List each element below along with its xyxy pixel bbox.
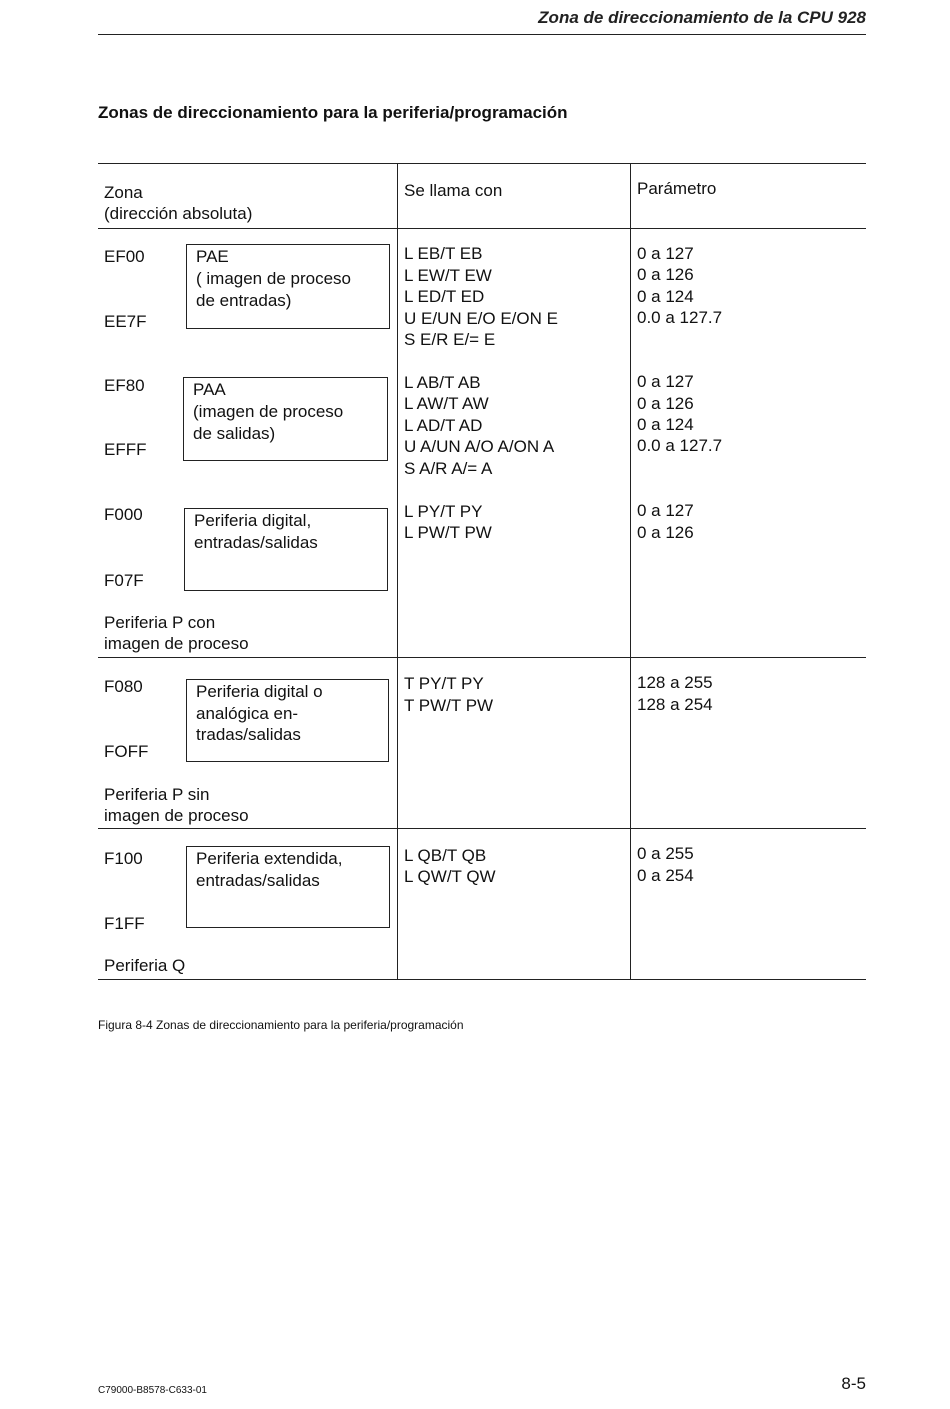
table-header-rule	[98, 228, 866, 229]
zone-box-line: Periferia digital o	[196, 682, 323, 701]
addr-start: F100	[104, 849, 143, 868]
call-line: S E/R E/= E	[404, 330, 496, 349]
col-header-llamada: Se llama con	[404, 181, 503, 200]
call-line: L QW/T QW	[404, 867, 496, 886]
param-line: 0.0 a 127.7	[637, 436, 723, 455]
call-line: T PW/T PW	[404, 696, 494, 715]
addr-end: EFFF	[104, 440, 147, 459]
call-line: T PY/T PY	[404, 674, 484, 693]
zone-box-line: (imagen de proceso	[193, 402, 344, 421]
zone-box	[186, 679, 389, 762]
zone-box-line: Periferia digital,	[194, 511, 312, 530]
zone-box-line: tradas/salidas	[196, 725, 301, 744]
addr-end: FOFF	[104, 742, 149, 761]
call-line: L PY/T PY	[404, 502, 483, 521]
table-bottom-rule	[98, 979, 866, 980]
param-line: 0 a 126	[637, 265, 694, 284]
zone-box-line: analógica en-	[196, 704, 299, 723]
param-line: 0 a 127	[637, 501, 694, 520]
param-line: 128 a 254	[637, 695, 713, 714]
zone-box-line: PAA	[193, 380, 226, 399]
addr-end: F07F	[104, 571, 144, 590]
call-line: L AD/T AD	[404, 416, 483, 435]
param-line: 0.0 a 127.7	[637, 308, 723, 327]
call-line: L AW/T AW	[404, 394, 489, 413]
param-line: 0 a 126	[637, 523, 694, 542]
param-line: 0 a 124	[637, 415, 694, 434]
call-line: L EB/T EB	[404, 244, 483, 263]
param-line: 0 a 255	[637, 844, 694, 863]
page-number: 8-5	[841, 1374, 866, 1393]
zone-box-line: Periferia extendida,	[196, 849, 343, 868]
section-title: Zonas de direccionamiento para la periferia/programación	[98, 103, 568, 122]
zone-box	[186, 244, 390, 329]
call-line: L ED/T ED	[404, 287, 485, 306]
zone-note: Periferia Q	[104, 956, 186, 975]
param-line: 0 a 124	[637, 287, 694, 306]
param-line: 0 a 127	[637, 372, 694, 391]
zone-note: imagen de proceso	[104, 634, 249, 653]
param-line: 128 a 255	[637, 673, 713, 692]
zone-box-line: ( imagen de proceso	[196, 269, 351, 288]
zone-box-line: PAE	[196, 247, 229, 266]
addr-end: F1FF	[104, 914, 145, 933]
addr-start: EF80	[104, 376, 145, 395]
param-line: 0 a 126	[637, 394, 694, 413]
param-line: 0 a 254	[637, 866, 694, 885]
addr-end: EE7F	[104, 312, 147, 331]
header-rule	[98, 34, 866, 35]
zone-box	[186, 846, 390, 928]
zone-note: imagen de proceso	[104, 806, 249, 825]
addr-start: F000	[104, 505, 143, 524]
call-line: L EW/T EW	[404, 266, 492, 285]
zone-box-line: de entradas)	[196, 291, 292, 310]
addr-start: EF00	[104, 247, 145, 266]
column-divider-1	[397, 163, 398, 980]
zone-box	[183, 377, 388, 461]
call-line: S A/R A/= A	[404, 459, 493, 478]
call-line: U A/UN A/O A/ON A	[404, 437, 555, 456]
zone-box-line: entradas/salidas	[194, 533, 318, 552]
col-header-zona: Zona	[104, 183, 143, 202]
call-line: L QB/T QB	[404, 846, 487, 865]
column-divider-2	[630, 163, 631, 980]
zone-box	[184, 508, 388, 591]
param-line: 0 a 127	[637, 244, 694, 263]
row-rule-f100	[98, 828, 866, 829]
col-header-zona-sub: (dirección absoluta)	[104, 204, 253, 223]
zone-box-line: de salidas)	[193, 424, 276, 443]
zone-note: Periferia P con	[104, 613, 216, 632]
row-rule-f080	[98, 657, 866, 658]
running-head: Zona de direccionamiento de la CPU 928	[538, 8, 866, 27]
call-line: L PW/T PW	[404, 523, 492, 542]
col-header-parametro: Parámetro	[637, 179, 717, 198]
table-top-rule	[98, 163, 866, 164]
call-line: U E/UN E/O E/ON E	[404, 309, 558, 328]
addr-start: F080	[104, 677, 143, 696]
doc-code: C79000-B8578-C633-01	[98, 1385, 207, 1396]
zone-box-line: entradas/salidas	[196, 871, 320, 890]
call-line: L AB/T AB	[404, 373, 481, 392]
figure-caption: Figura 8-4 Zonas de direccionamiento para la periferia/programación	[98, 1018, 464, 1032]
zone-note: Periferia P sin	[104, 785, 210, 804]
